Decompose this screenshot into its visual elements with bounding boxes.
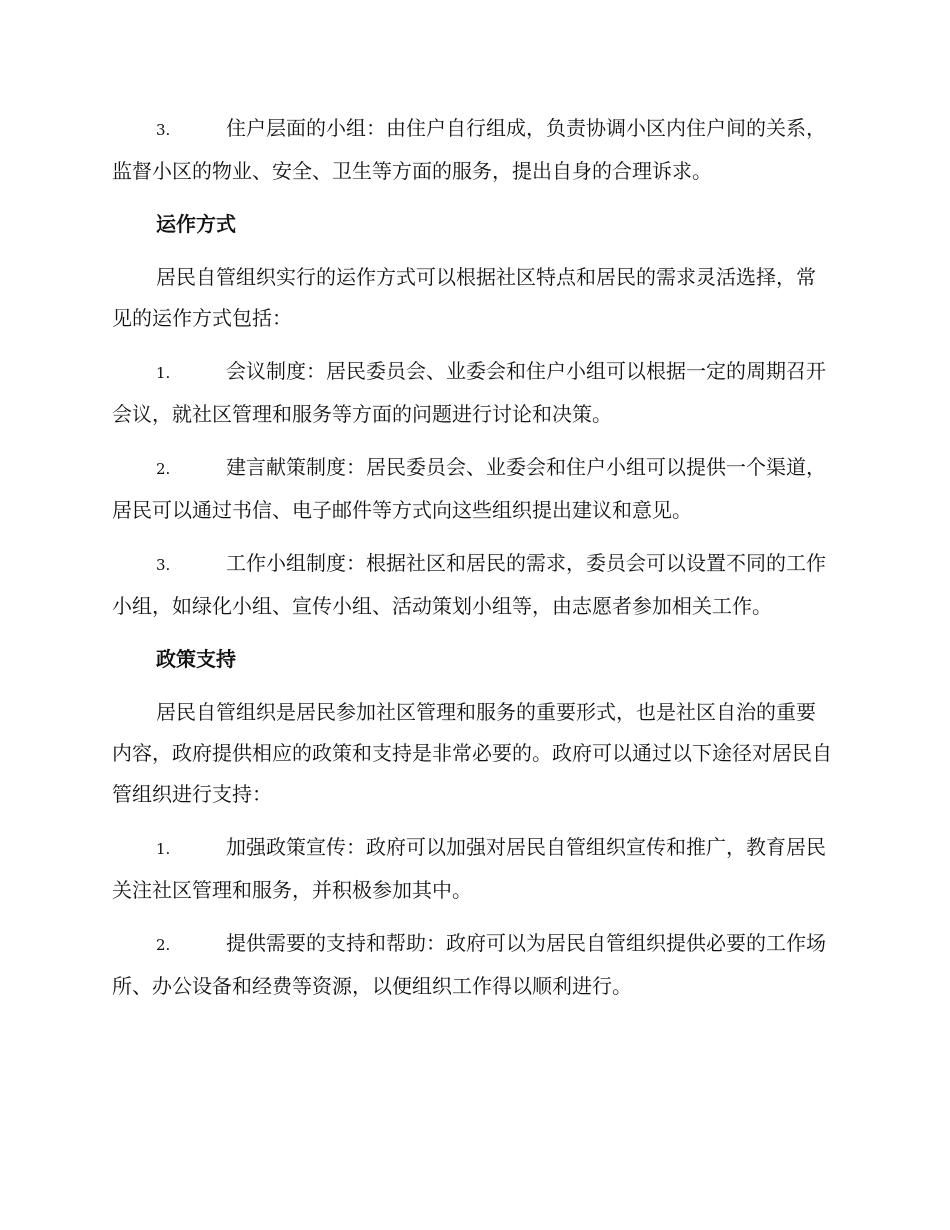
list-number: 1. <box>156 364 171 382</box>
list-number: 2. <box>156 460 171 478</box>
list-item <box>112 923 834 1007</box>
section-intro: 居民自管组织是居民参加社区管理和服务的重要形式，也是社区自治的重要内容，政府提供相应的政策和支持是非常必要的。政府可以通过以下途径对居民自管组织进行支持： <box>112 700 832 806</box>
list-item <box>112 827 834 911</box>
list-number: 3. <box>156 556 171 574</box>
list-item <box>112 108 834 192</box>
list-item-text: 会议制度：居民委员会、业委会和住户小组可以根据一定的周期召开会议，就社区管理和服务等方面的问题进行讨论和决策。 <box>112 359 826 426</box>
list-number: 2. <box>156 936 171 954</box>
list-item-text: 加强政策宣传：政府可以加强对居民自管组织宣传和推广，教育居民关注社区管理和服务，并积极参加其中。 <box>112 835 826 902</box>
section-heading: 运作方式 <box>156 212 236 236</box>
document-body <box>112 108 834 1007</box>
list-number: 3. <box>156 121 171 139</box>
section-intro: 居民自管组织实行的运作方式可以根据社区特点和居民的需求灵活选择，常见的运作方式包括： <box>112 265 816 330</box>
list-item-text: 建言献策制度：居民委员会、业委会和住户小组可以提供一个渠道，居民可以通过书信、电子邮件等方式向这些组织提出建议和意见。 <box>112 455 826 522</box>
section-heading: 政策支持 <box>156 647 236 671</box>
list-item <box>112 447 834 531</box>
list-number: 1. <box>156 840 171 858</box>
list-item-text: 工作小组制度：根据社区和居民的需求，委员会可以设置不同的工作小组，如绿化小组、宣传小组、活动策划小组等，由志愿者参加相关工作。 <box>112 551 826 618</box>
list-item <box>112 543 834 627</box>
list-item-text: 提供需要的支持和帮助：政府可以为居民自管组织提供必要的工作场所、办公设备和经费等资源，以便组织工作得以顺利进行。 <box>112 931 826 998</box>
list-item <box>112 351 834 435</box>
list-item-text: 住户层面的小组：由住户自行组成，负责协调小区内住户间的关系，监督小区的物业、安全、卫生等方面的服务，提出自身的合理诉求。 <box>112 116 826 183</box>
